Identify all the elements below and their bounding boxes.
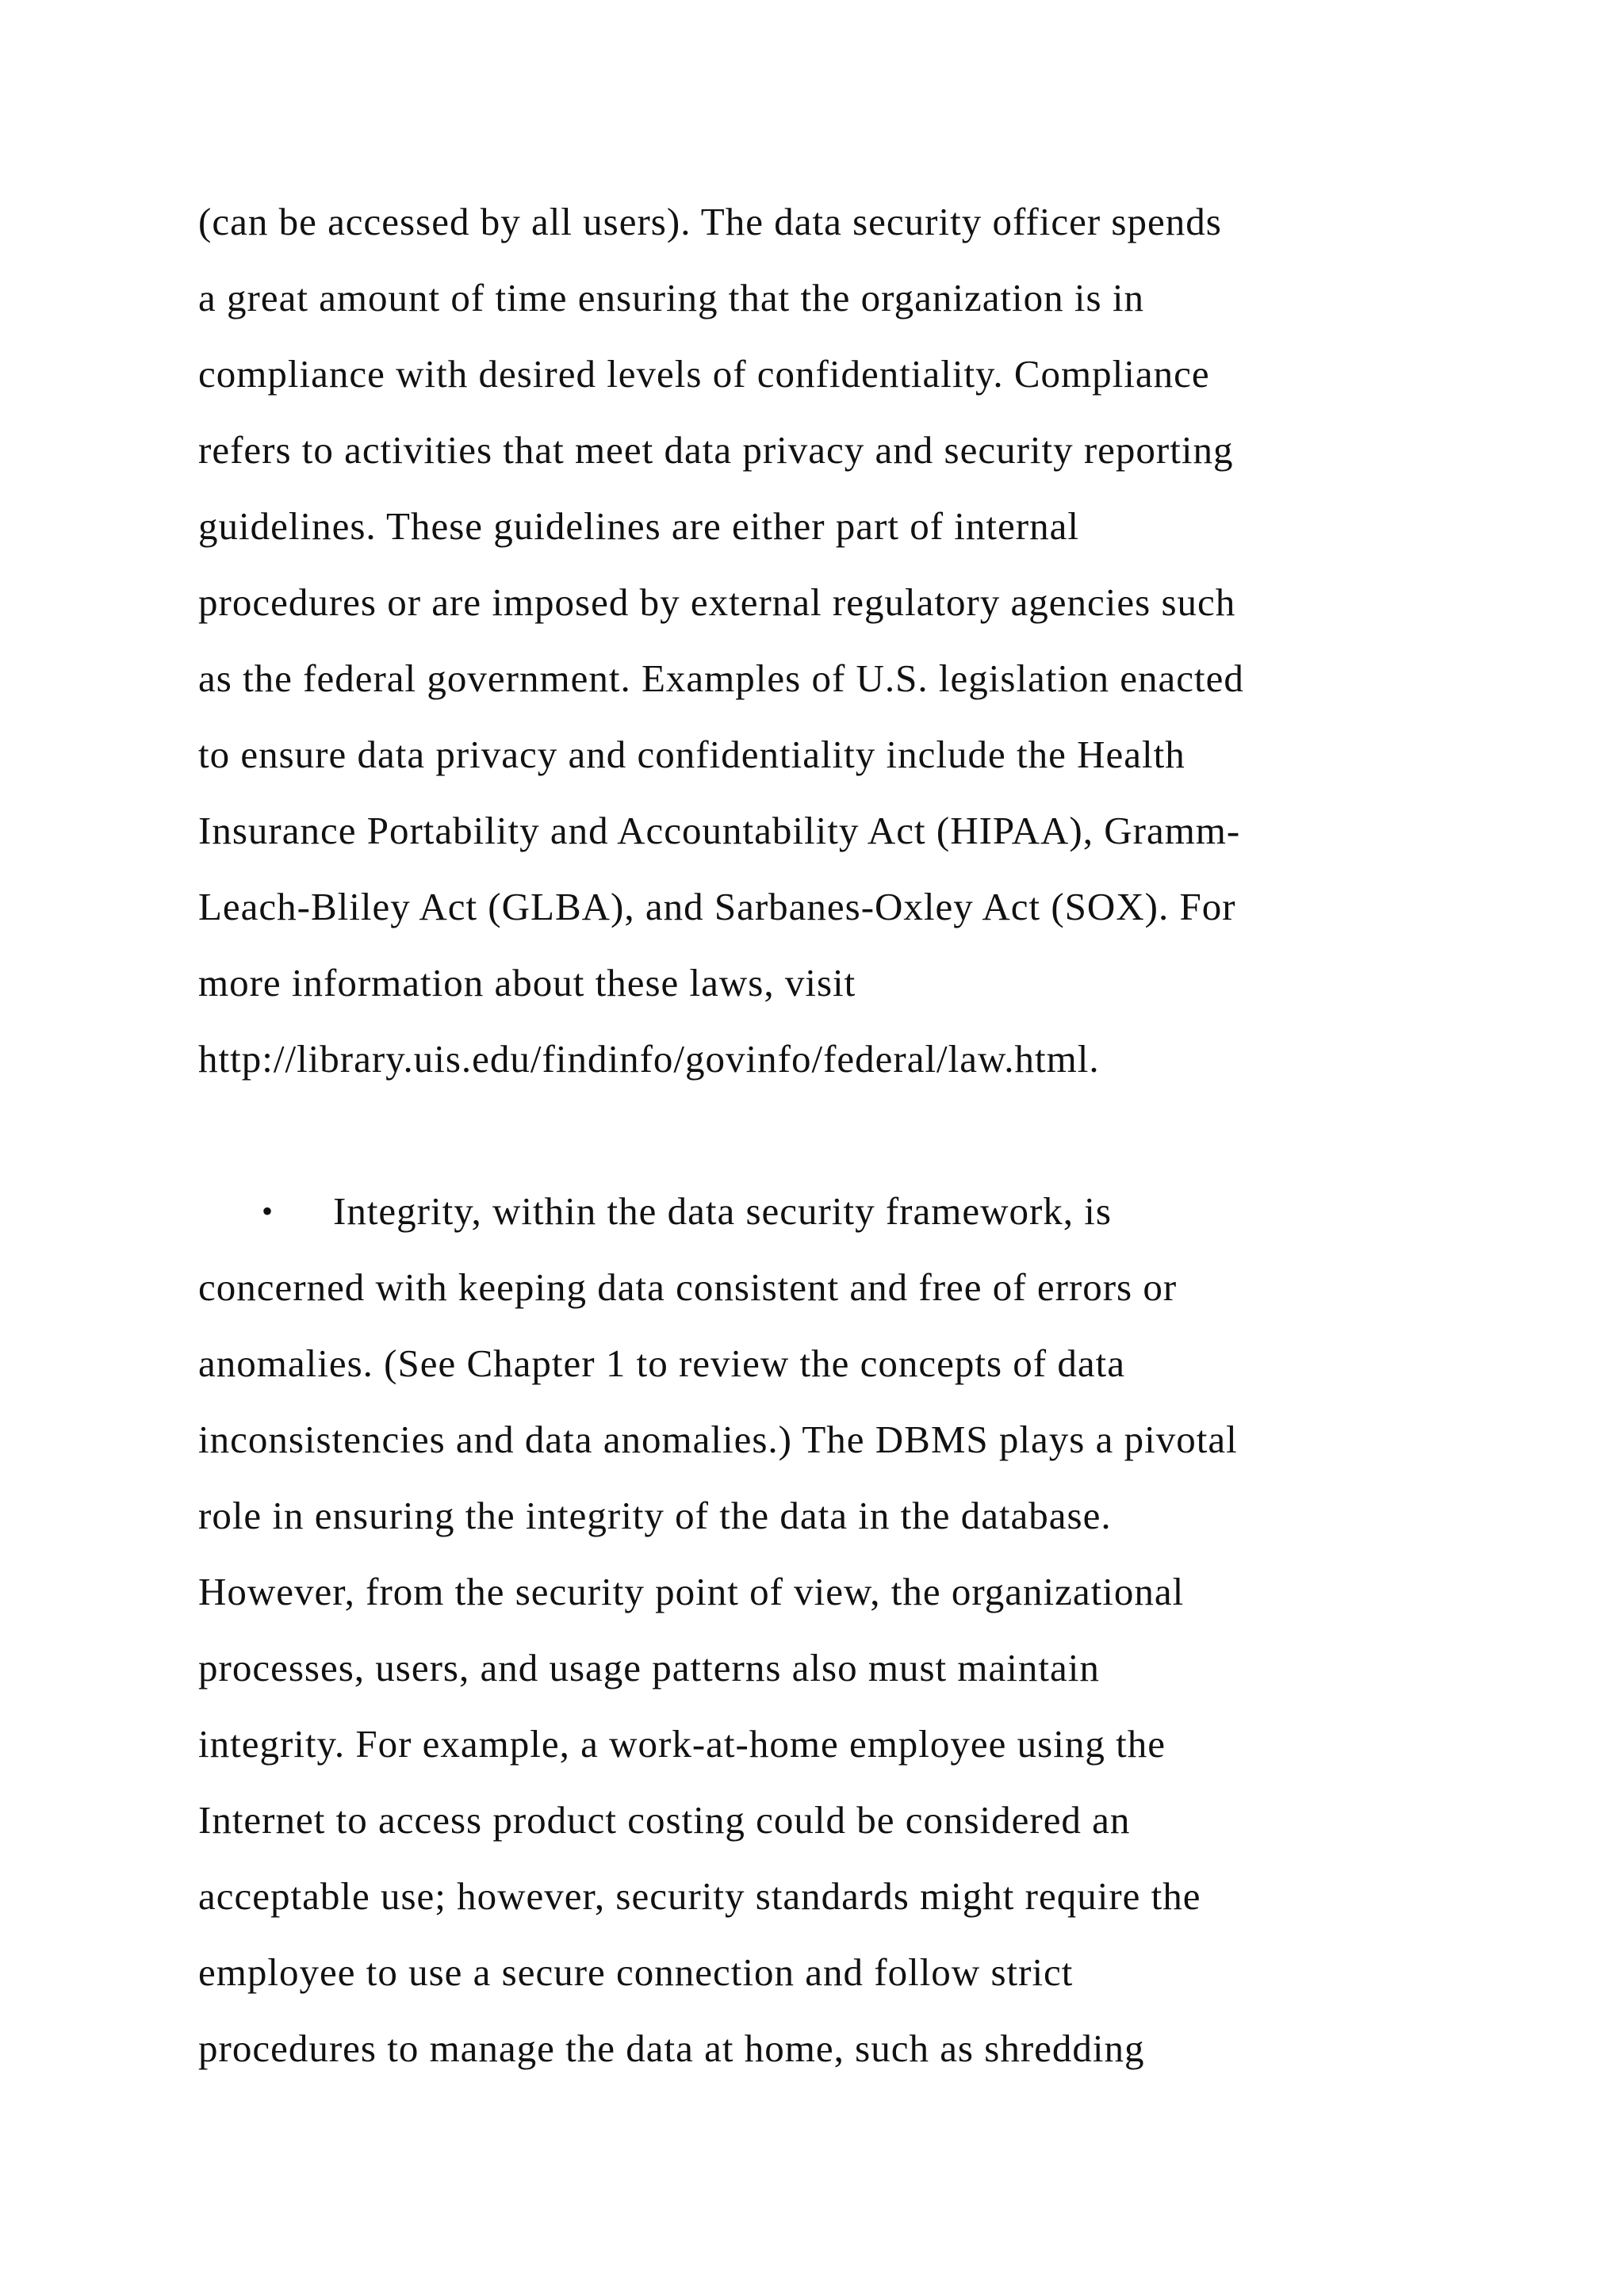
text-line: Leach-Bliley Act (GLBA), and Sarbanes-Oxley Act (SOX). For <box>198 885 1236 928</box>
text-line: However, from the security point of view, the organizational <box>198 1570 1185 1613</box>
text-line: integrity. For example, a work-at-home employee using the <box>198 1722 1166 1766</box>
text-line: a great amount of time ensuring that the organization is in <box>198 276 1144 320</box>
text-line: anomalies. (See Chapter 1 to review the concepts of data <box>198 1341 1125 1385</box>
text-line: as the federal government. Examples of U.S. legislation enacted <box>198 656 1244 700</box>
text-line: procedures to manage the data at home, such as shredding <box>198 2026 1145 2070</box>
text-line: (can be accessed by all users). The data security officer spends <box>198 200 1222 243</box>
text-line: acceptable use; however, security standards might require the <box>198 1874 1201 1918</box>
text-line: role in ensuring the integrity of the data in the database. <box>198 1494 1112 1537</box>
text-line: more information about these laws, visit <box>198 961 856 1004</box>
text-line: concerned with keeping data consistent and free of errors or <box>198 1265 1178 1309</box>
text-line: procedures or are imposed by external regulatory agencies such <box>198 580 1236 624</box>
text-line: Internet to access product costing could be considered an <box>198 1798 1131 1842</box>
text-line: compliance with desired levels of confidentiality. Compliance <box>198 352 1210 396</box>
text-line: Integrity, within the data security framework, is <box>333 1189 1112 1233</box>
text-line: processes, users, and usage patterns also must maintain <box>198 1646 1100 1689</box>
bullet-icon: • <box>262 1193 274 1229</box>
text-line: guidelines. These guidelines are either part of internal <box>198 504 1079 548</box>
text-line: Insurance Portability and Accountability Act (HIPAA), Gramm- <box>198 809 1241 852</box>
text-line: refers to activities that meet data privacy and security reporting <box>198 428 1234 472</box>
text-line: to ensure data privacy and confidentiality include the Health <box>198 733 1185 776</box>
url-text-line: http://library.uis.edu/findinfo/govinfo/federal/law.html. <box>198 1037 1100 1081</box>
text-line: inconsistencies and data anomalies.) The DBMS plays a pivotal <box>198 1418 1238 1461</box>
text-line: employee to use a secure connection and follow strict <box>198 1950 1074 1994</box>
